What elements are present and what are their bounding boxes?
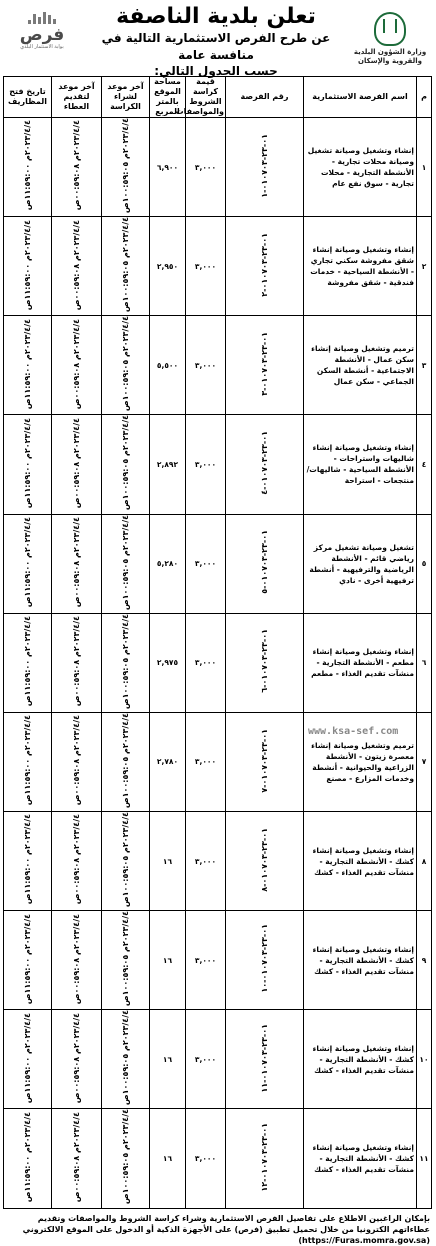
cell-buy-deadline: [102, 911, 150, 1010]
cell-id-text: ٠١-٢٣-٠١٠٧٠٣-١٢: [260, 1122, 269, 1192]
cell-opening-date-text: ٢٠٢٣/٤/٤م ١١:٥٩:٠٠ص: [23, 616, 32, 707]
cell-id: [226, 712, 304, 811]
cell-fee: [186, 1109, 226, 1208]
cell-submit-deadline: [52, 613, 102, 712]
furas-caption: بوابة الاستثمار البلدي: [20, 44, 64, 50]
ministry-name-line2: والقروية والإسكان: [358, 57, 422, 65]
cell-submit-deadline-text: ٢٠٢٣/٤/٤م ٠٠:٥٩:٠٨ص: [72, 814, 81, 905]
cell-fee: [186, 118, 226, 217]
advertisement-page: [4, 4, 432, 1245]
cell-fee: [186, 514, 226, 613]
cell-submit-deadline-text: ٢٠٢٣/٤/٤م ٠٠:٥٩:٠٨ص: [72, 913, 81, 1004]
cell-submit-deadline: [52, 415, 102, 514]
cell-area: [150, 911, 186, 1010]
cell-name: [304, 811, 417, 910]
cell-name: [304, 911, 417, 1010]
cell-area-text: ١٦: [162, 1054, 173, 1064]
cell-num: [417, 217, 432, 316]
cell-fee-text: ٣,٠٠٠: [194, 658, 217, 668]
cell-name-text: ترميم وتشغيل وصيانة إنشاء معصرة زيتون - الأنشطة الزراعية والحيوانية - أنشطة وخدمات المزارع - مصنع: [311, 740, 414, 783]
cell-num-text: ٤: [421, 459, 427, 469]
cell-name: [304, 613, 417, 712]
cell-name-text: إنشاء وتشغيل وصيانة إنشاء كشك - الأنشطة التجارية - منشآت تقديم الغذاء - كشك: [312, 1142, 414, 1174]
cell-area: [150, 118, 186, 217]
cell-fee-text: ٣,٠٠٠: [194, 856, 217, 866]
col-header-buy-deadline: آخر موعد لشراء الكراسة: [102, 77, 150, 118]
cell-id-text: ٠١-٢٣-٠١٠٧٠٣-٤: [260, 431, 269, 495]
cell-name-text: إنشاء وتشغيل وصيانة إنشاء كشك - الأنشطة التجارية - منشآت تقديم الغذاء - كشك: [312, 944, 414, 976]
cell-id: [226, 316, 304, 415]
cell-buy-deadline: [102, 1109, 150, 1208]
cell-id-text: ٠١-٢٣-٠١٠٧٠٣-١: [260, 133, 269, 198]
cell-id: [226, 1010, 304, 1109]
page-subtitle-2: حسب الجدول التالي:: [154, 64, 278, 78]
cell-num-text: ٩: [421, 955, 427, 965]
cell-fee-text: ٣,٠٠٠: [194, 360, 217, 370]
table-row: [4, 1010, 432, 1109]
title-block: [84, 4, 348, 79]
cell-submit-deadline: [52, 712, 102, 811]
cell-submit-deadline: [52, 1109, 102, 1208]
cell-id-text: ٠١-٢٣-٠١٠٧٠٣-٢: [260, 232, 269, 297]
cell-opening-date-text: ٢٠٢٣/٤/٤م ١١:٥٩:٠٠ص: [23, 1012, 32, 1103]
cell-opening-date-text: ٢٠٢٣/٤/٤م ١١:٥٩:٠٠ص: [23, 417, 32, 509]
cell-buy-deadline: [102, 415, 150, 514]
cell-fee: [186, 217, 226, 316]
cell-fee: [186, 1010, 226, 1109]
cell-submit-deadline: [52, 316, 102, 415]
cell-num-text: ٦: [421, 658, 427, 668]
cell-name-text: إنشاء وتشغيل وصيانة تشغيل وصيانة محلات تجارية - الأنشطة التجارية - محلات تجارية - سوق نفع عام: [307, 146, 414, 189]
cell-id: [226, 118, 304, 217]
cell-name-text: إنشاء وتشغيل وصيانة إنشاء شقق مفروشة سكني تجاري - الأنشطة السياحية - خدمات فندقية - شقق مفروشة: [310, 245, 414, 288]
cell-submit-deadline: [52, 118, 102, 217]
cell-name: [304, 514, 417, 613]
col-header-fee: قيمة كراسة الشروط والمواصفات: [175, 77, 224, 116]
cell-name-text: إنشاء وتشغيل وصيانة إنشاء شاليهات واستراحات - الأنشطة السياحية - شاليهات/ منتجعات - استراحة: [306, 443, 414, 486]
cell-submit-deadline: [52, 217, 102, 316]
cell-fee-text: ٣,٠٠٠: [194, 1153, 217, 1163]
cell-id-text: ٠١-٢٣-٠١٠٧٠٣-٥: [260, 530, 269, 594]
cell-submit-deadline-text: ٢٠٢٣/٤/٤م ٠٠:٥٩:٠٨ص: [72, 616, 81, 707]
cell-buy-deadline-text: ٢٠٢٣/٤/٤م ١٠٠:٥٩:٠٥ص: [121, 811, 130, 908]
cell-area-text: ١٦: [162, 856, 173, 866]
cell-submit-deadline-text: ٢٠٢٣/٤/٤م ٠٠:٥٩:٠٨ص: [72, 120, 81, 211]
cell-opening-date: [4, 1109, 52, 1208]
cell-num-text: ١١: [419, 1153, 429, 1163]
cell-buy-deadline-text: ٢٠٢٣/٤/٤م ١٠٠:٥٩:٠٥ص: [121, 613, 130, 709]
cell-area-text: ٢,٩٧٥: [156, 658, 179, 668]
cell-opening-date-text: ٢٠٢٣/٤/٤م ١١:٥٩:٠٠ص: [23, 219, 32, 310]
col-header-area: مساحة الموقع بالمتر المربع: [150, 77, 186, 118]
cell-area: [150, 514, 186, 613]
cell-buy-deadline: [102, 217, 150, 316]
cell-fee: [186, 811, 226, 910]
cell-opening-date-text: ٢٠٢٣/٤/٤م ١١:٥٩:٠٠ص: [23, 318, 32, 409]
cell-id: [226, 415, 304, 514]
palm-swords-emblem-icon: [374, 12, 406, 46]
cell-num: [417, 316, 432, 415]
table-row: [4, 811, 432, 910]
table-body: [4, 118, 432, 1209]
cell-buy-deadline: [102, 811, 150, 910]
cell-buy-deadline-text: ٢٠٢٣/٤/٤م ١٠٠:٥٩:٠٥ص: [121, 1010, 130, 1106]
cell-num: [417, 613, 432, 712]
cell-opening-date: [4, 118, 52, 217]
cell-fee-text: ٣,٠٠٠: [194, 955, 217, 965]
cell-num: [417, 1109, 432, 1208]
cell-opening-date-text: ٢٠٢٣/٤/٤م ١١:٥٩:٠٠ص: [23, 715, 32, 806]
cell-num: [417, 712, 432, 811]
footer-note: [4, 1213, 432, 1246]
footer-text: بإمكان الراغبين الاطلاع على تفاصيل الفرص الاستثمارية وشراء كراسة الشروط والمواصفات وتقديم عطاءاتهم الكترونيا من خلال تحميل تطبيق (فرص) على الأجهزة الذكية أو الدخول على الموقع الالكتروني: [22, 1213, 430, 1234]
table-row: [4, 415, 432, 514]
cell-num-text: ٨: [421, 856, 427, 866]
furas-wordmark: فرص: [19, 25, 65, 45]
cell-num: [417, 514, 432, 613]
opportunities-table: [3, 76, 432, 1209]
page-title: تعلن بلدية الناصفة: [116, 4, 316, 29]
cell-num-text: ٢: [421, 261, 427, 271]
table-row: [4, 911, 432, 1010]
cell-area-text: ٢,٨٩٢: [156, 459, 179, 469]
cell-fee: [186, 415, 226, 514]
cell-name: [304, 118, 417, 217]
table-row: [4, 217, 432, 316]
cell-fee-text: ٣,٠٠٠: [194, 559, 217, 569]
cell-submit-deadline: [52, 514, 102, 613]
cell-buy-deadline-text: ٢٠٢٣/٤/٤م ١٠٠:٥٩:٠٥ص: [121, 712, 130, 808]
cell-fee: [186, 613, 226, 712]
cell-area: [150, 712, 186, 811]
cell-opening-date: [4, 613, 52, 712]
col-header-name: اسم الفرصة الاستثمارية: [304, 77, 417, 118]
cell-opening-date: [4, 811, 52, 910]
cell-id-text: ٠١-٢٣-٠١٠٧٠٣-١٠: [260, 924, 269, 993]
cell-buy-deadline-text: ٢٠٢٣/٤/٤م ١٠٠:٥٩:٠٥ص: [121, 316, 130, 412]
cell-area: [150, 316, 186, 415]
cell-name: [304, 1109, 417, 1208]
cell-area: [150, 217, 186, 316]
cell-opening-date: [4, 514, 52, 613]
cell-id: [226, 911, 304, 1010]
cell-num: [417, 1010, 432, 1109]
cell-id: [226, 811, 304, 910]
cell-fee-text: ٣,٠٠٠: [194, 261, 217, 271]
cell-fee-text: ٣,٠٠٠: [194, 1054, 217, 1064]
cell-fee: [186, 911, 226, 1010]
cell-name-text: تشغيل وصيانة تشغيل مركز رياضي قائم - الأنشطة الرياضية والترفيهية - أنشطة ترفيهية أخرى - نادي: [309, 542, 414, 585]
cell-num-text: ٣: [421, 360, 427, 370]
cell-num-text: ١٠: [419, 1054, 429, 1064]
ministry-logo: [352, 12, 428, 66]
cell-opening-date-text: ٢٠٢٣/٤/٤م ١١:٥٩:٠٠ص: [23, 1111, 32, 1203]
cell-buy-deadline: [102, 514, 150, 613]
cell-submit-deadline-text: ٢٠٢٣/٤/٤م ٠٠:٥٩:٠٨ص: [72, 417, 81, 509]
cell-submit-deadline-text: ٢٠٢٣/٤/٤م ٠٠:٥٩:٠٨ص: [72, 219, 81, 310]
cell-buy-deadline: [102, 712, 150, 811]
cell-name: [304, 1010, 417, 1109]
cell-buy-deadline: [102, 118, 150, 217]
table-row: [4, 316, 432, 415]
cell-num: [417, 811, 432, 910]
table-row: [4, 118, 432, 217]
cell-submit-deadline: [52, 1010, 102, 1109]
cell-opening-date: [4, 217, 52, 316]
cell-opening-date-text: ٢٠٢٣/٤/٤م ١١:٥٩:٠٠ص: [23, 814, 32, 905]
cell-opening-date-text: ٢٠٢٣/٤/٤م ١١:٥٩:٠٠ص: [23, 517, 32, 608]
cell-name-text: إنشاء وتشغيل وصيانة إنشاء مطعم - الأنشطة التجارية - منشآت تقديم الغذاء - مطعم: [311, 647, 414, 679]
cell-id: [226, 613, 304, 712]
cell-id: [226, 1109, 304, 1208]
cell-buy-deadline: [102, 613, 150, 712]
cell-opening-date-text: ٢٠٢٣/٤/٤م ١١:٥٩:٠٠ص: [23, 120, 32, 211]
cell-buy-deadline-text: ٢٠٢٣/٤/٤م ١٠٠:٥٩:٠٥ص: [121, 514, 130, 610]
cell-num: [417, 911, 432, 1010]
cell-area-text: ٥,٢٨٠: [156, 559, 179, 569]
skyline-bars-icon: [8, 12, 76, 24]
cell-area-text: ١٦: [162, 955, 173, 965]
cell-buy-deadline-text: ٢٠٢٣/٤/٤م ١٠٠:٥٩:٠٥ص: [121, 1109, 130, 1205]
page-subtitle: عن طرح الفرص الاستثمارية التالية في منافسة عامة: [101, 31, 331, 62]
table-row: [4, 613, 432, 712]
cell-opening-date: [4, 712, 52, 811]
table-row: [4, 1109, 432, 1208]
cell-id: [226, 217, 304, 316]
cell-submit-deadline: [52, 811, 102, 910]
cell-opening-date: [4, 1010, 52, 1109]
cell-name: [304, 316, 417, 415]
cell-area-text: ٥,٥٠٠: [156, 360, 179, 370]
cell-fee-text: ٣,٠٠٠: [194, 459, 217, 469]
cell-buy-deadline-text: ٢٠٢٣/٤/٤م ١٠٠:٥٩:٠٥ص: [121, 911, 130, 1007]
cell-submit-deadline: [52, 911, 102, 1010]
cell-id-text: ٠١-٢٣-٠١٠٧٠٣-٧: [260, 728, 269, 793]
cell-buy-deadline: [102, 1010, 150, 1109]
cell-opening-date-text: ٢٠٢٣/٤/٤م ١١:٥٩:٠٠ص: [23, 913, 32, 1004]
cell-opening-date: [4, 415, 52, 514]
cell-name: [304, 217, 417, 316]
cell-opening-date: [4, 911, 52, 1010]
cell-id-text: ٠١-٢٣-٠١٠٧٠٣-٨: [260, 827, 269, 892]
cell-submit-deadline-text: ٢٠٢٣/٤/٤م ٠٠:٥٩:٠٨ص: [72, 1012, 81, 1103]
cell-fee-text: ٣,٠٠٠: [194, 162, 217, 172]
cell-id-text: ٠١-٢٣-٠١٠٧٠٣-٦: [260, 629, 269, 694]
cell-area: [150, 415, 186, 514]
furas-website-link[interactable]: (https://Furas.momra.gov.sa): [298, 1235, 430, 1245]
cell-submit-deadline-text: ٢٠٢٣/٤/٤م ٠٠:٥٩:٠٨ص: [72, 715, 81, 806]
cell-area-text: ١٦: [162, 1153, 173, 1163]
table-header-row: [4, 77, 432, 118]
cell-buy-deadline-text: ٢٠٢٣/٤/٤م ١٠٠:٥٩:٠٥ص: [121, 118, 130, 214]
cell-fee: [186, 712, 226, 811]
ministry-name-line1: وزارة الشؤون البلدية: [353, 48, 427, 56]
cell-area-text: ٢,٩٥٠: [156, 261, 179, 271]
cell-area: [150, 811, 186, 910]
col-header-num: م: [417, 77, 432, 118]
cell-buy-deadline-text: ٢٠٢٣/٤/٤م ١٠٠:٥٩:٠٥ص: [121, 415, 130, 511]
cell-num-text: ٧: [421, 757, 427, 767]
cell-submit-deadline-text: ٢٠٢٣/٤/٤م ٠٠:٥٩:٠٨ص: [72, 517, 81, 608]
cell-area: [150, 1010, 186, 1109]
cell-id: [226, 514, 304, 613]
cell-buy-deadline: [102, 316, 150, 415]
cell-submit-deadline-text: ٢٠٢٣/٤/٤م ٠٠:٥٩:٠٨ص: [72, 1111, 81, 1203]
cell-id-text: ٠١-٢٣-٠١٠٧٠٣-١١: [260, 1023, 269, 1093]
col-header-submit-deadline: آخر موعد لتقديم العطاء: [52, 77, 102, 118]
cell-buy-deadline-text: ٢٠٢٣/٤/٤م ١٠٠:٥٩:٠٥ص: [121, 217, 130, 313]
cell-opening-date: [4, 316, 52, 415]
watermark: www.ksa-sef.com: [308, 726, 399, 737]
table-row: [4, 514, 432, 613]
furas-logo: [8, 12, 76, 51]
cell-area-text: ٢,٧٨٠: [156, 757, 179, 767]
cell-num-text: ١: [421, 162, 427, 172]
cell-fee-text: ٣,٠٠٠: [194, 757, 217, 767]
cell-id-text: ٠١-٢٣-٠١٠٧٠٣-٣: [260, 332, 269, 396]
cell-area: [150, 1109, 186, 1208]
cell-num: [417, 415, 432, 514]
cell-name: [304, 415, 417, 514]
cell-submit-deadline-text: ٢٠٢٣/٤/٤م ٠٠:٥٩:٠٨ص: [72, 318, 81, 409]
col-header-opening-date: تاريخ فتح المظاريف: [4, 77, 52, 118]
col-header-id: رقم الفرصة: [226, 77, 304, 118]
cell-name-text: إنشاء وتشغيل وصيانة إنشاء كشك - الأنشطة التجارية - منشآت تقديم الغذاء - كشك: [312, 845, 414, 877]
header: [4, 4, 432, 78]
cell-num: [417, 118, 432, 217]
cell-fee: [186, 316, 226, 415]
cell-area: [150, 613, 186, 712]
cell-area-text: ٦,٩٠٠: [156, 162, 179, 172]
cell-num-text: ٥: [421, 559, 427, 569]
cell-name-text: إنشاء وتشغيل وصيانة إنشاء كشك - الأنشطة التجارية - منشآت تقديم الغذاء - كشك: [312, 1043, 414, 1075]
cell-name-text: ترميم وتشغيل وصيانة إنشاء سكن عمال - الأنشطة الاجتماعية - أنشطة السكن الجماعي - سكن عمال: [311, 344, 414, 387]
